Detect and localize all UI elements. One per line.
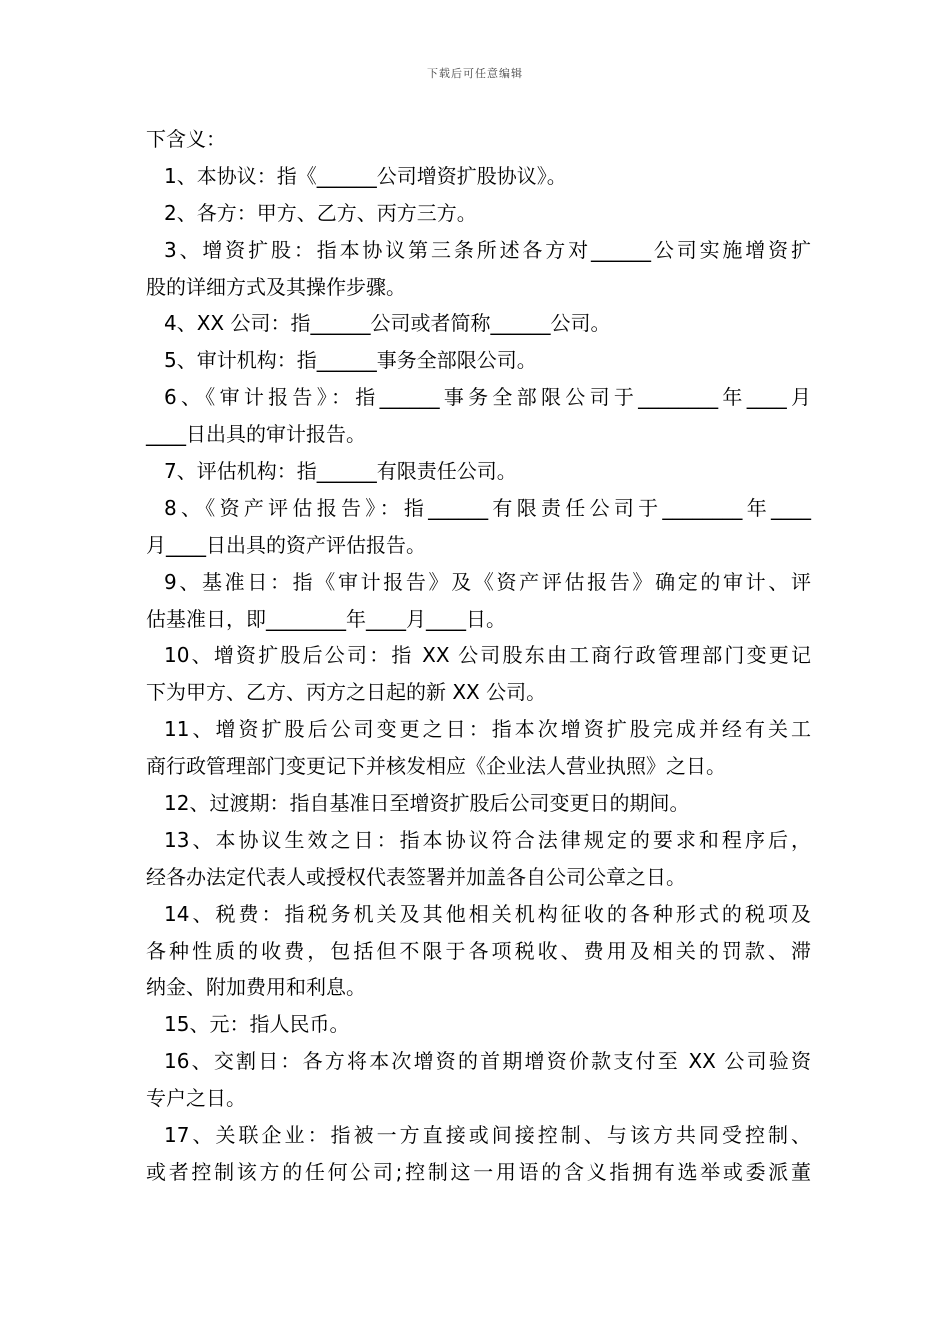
definition-7: 7、评估机构：指______有限责任公司。 bbox=[164, 459, 517, 484]
definition-14-cont-2: 纳金、附加费用和利息。 bbox=[146, 975, 366, 1000]
definition-6: 6、《审计报告》：指______事务全部限公司于________年____月 bbox=[164, 385, 811, 410]
definition-14-cont: 各种性质的收费，包括但不限于各项税收、费用及相关的罚款、滞 bbox=[146, 938, 811, 963]
definition-16-cont: 专户之日。 bbox=[146, 1086, 246, 1111]
definition-13-cont: 经各办法定代表人或授权代表签署并加盖各自公司公章之日。 bbox=[146, 864, 686, 889]
definition-15: 15、元：指人民币。 bbox=[164, 1012, 350, 1037]
definition-3: 3、增资扩股：指本协议第三条所述各方对______公司实施增资扩 bbox=[164, 237, 811, 262]
text-line: 下含义： bbox=[146, 127, 226, 151]
definition-8-cont: 月____日出具的资产评估报告。 bbox=[146, 532, 426, 557]
definition-4: 4、XX 公司：指______公司或者简称______公司。 bbox=[164, 311, 611, 336]
definition-2: 2、各方：甲方、乙方、丙方三方。 bbox=[164, 200, 477, 225]
definition-9: 9、基准日：指《审计报告》及《资产评估报告》确定的审计、评 bbox=[164, 569, 811, 594]
definition-17-cont: 或者控制该方的任何公司;控制这一用语的含义指拥有选举或委派董 bbox=[146, 1159, 811, 1184]
definition-16: 16、交割日：各方将本次增资的首期增资价款支付至 XX 公司验资 bbox=[164, 1049, 811, 1074]
definition-5: 5、审计机构：指______事务全部限公司。 bbox=[164, 348, 537, 373]
definition-10: 10、增资扩股后公司：指 XX 公司股东由工商行政管理部门变更记 bbox=[164, 643, 811, 668]
definition-9-cont: 估基准日，即________年____月____日。 bbox=[146, 606, 506, 631]
definition-6-cont: ____日出具的审计报告。 bbox=[146, 422, 366, 447]
definition-13: 13、本协议生效之日：指本协议符合法律规定的要求和程序后， bbox=[164, 827, 811, 852]
definition-3-cont: 股的详细方式及其操作步骤。 bbox=[146, 274, 406, 299]
definition-12: 12、过渡期：指自基准日至增资扩股后公司变更日的期间。 bbox=[164, 791, 690, 816]
definition-10-cont: 下为甲方、乙方、丙方之日起的新 XX 公司。 bbox=[146, 680, 547, 705]
definition-11: 11、增资扩股后公司变更之日：指本次增资扩股完成并经有关工 bbox=[164, 717, 811, 742]
definition-17: 17、关联企业：指被一方直接或间接控制、与该方共同受控制、 bbox=[164, 1123, 811, 1148]
document-body bbox=[146, 121, 811, 1191]
definition-11-cont: 商行政管理部门变更记下并核发相应《企业法人营业执照》之日。 bbox=[146, 754, 726, 779]
definition-1: 1、本协议：指《______公司增资扩股协议》。 bbox=[164, 163, 567, 188]
page-header: 下载后可任意编辑 bbox=[427, 67, 523, 80]
definition-8: 8、《资产评估报告》：指______有限责任公司于________年____ bbox=[164, 495, 811, 520]
definition-14: 14、税费：指税务机关及其他相关机构征收的各种形式的税项及 bbox=[164, 901, 811, 926]
